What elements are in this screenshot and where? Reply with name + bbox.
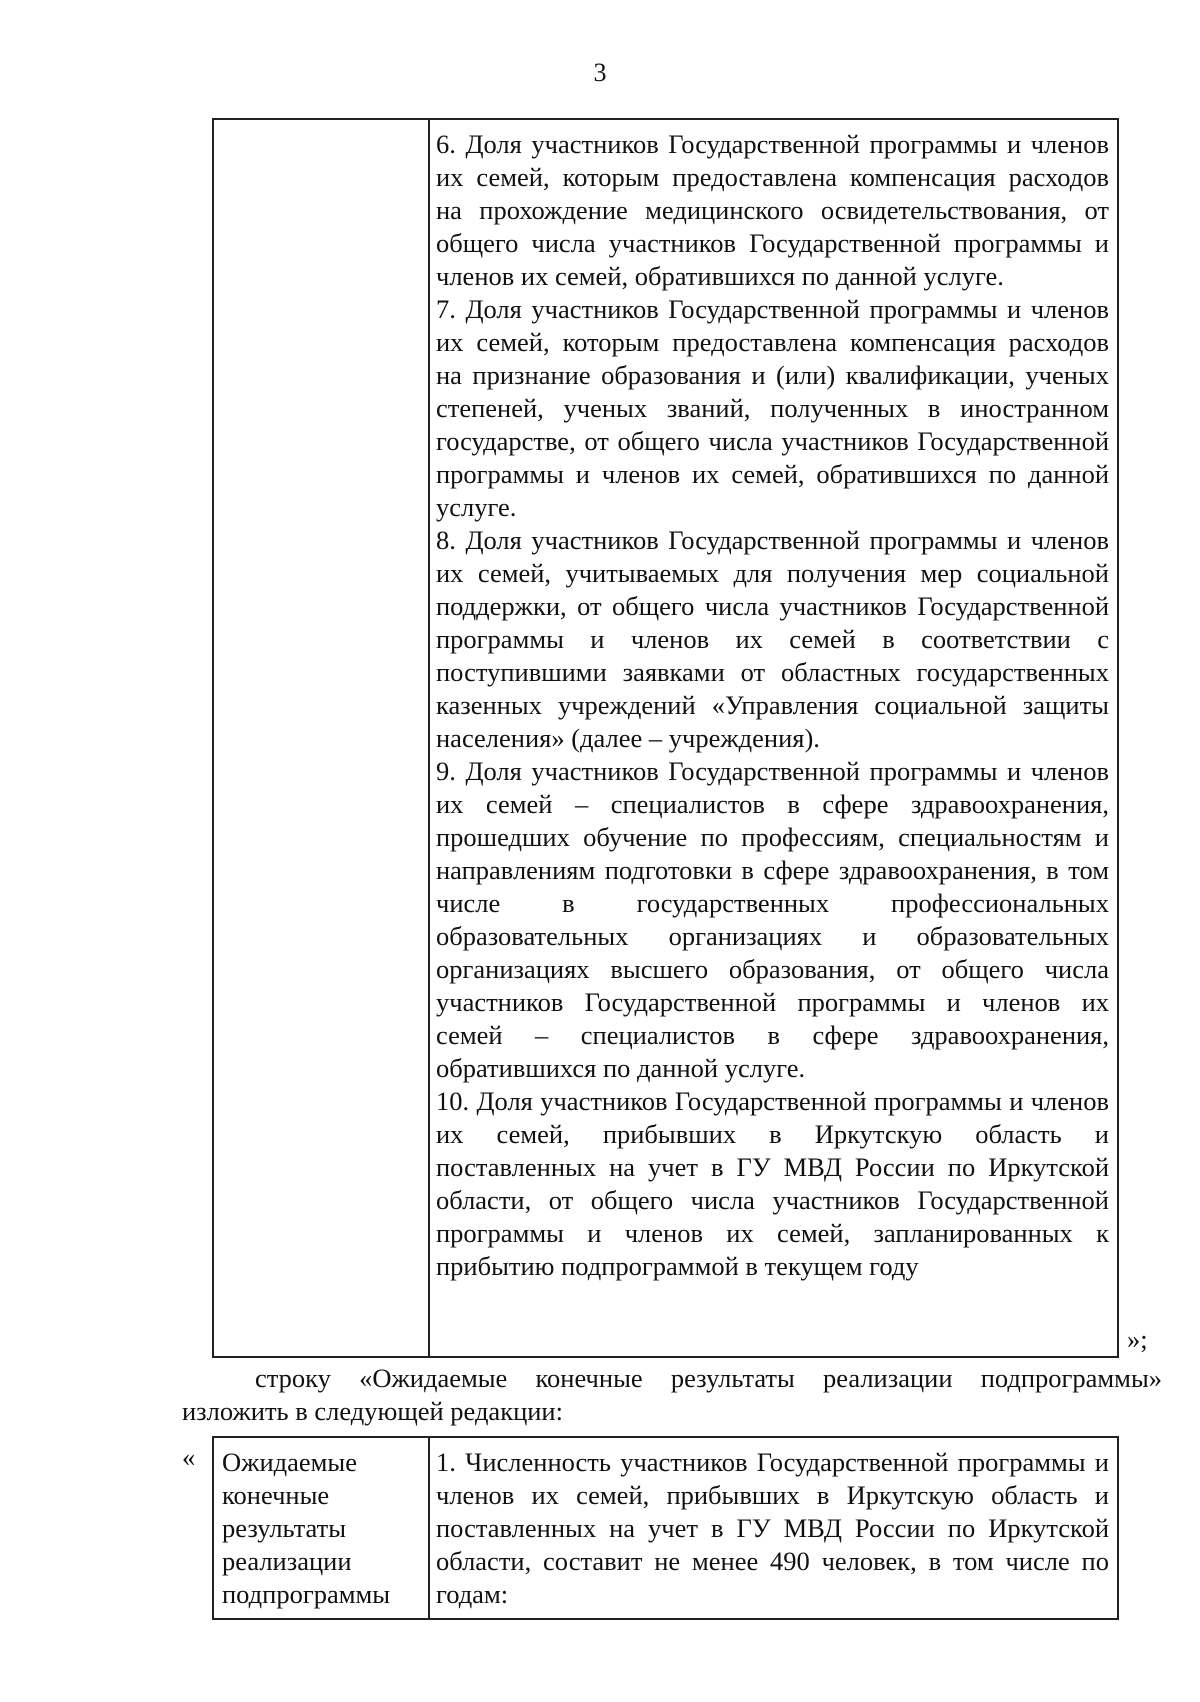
indicators-cell [436, 128, 1109, 1283]
indicator-item-6: 6. Доля участников Государственной программы и членов их семей, которым предоставлена компенсация расходов на прохождение медицинского освидетельствования, от общего числа участников Государственной программы и членов их семей, обратившихся по данной услуге. [436, 129, 1109, 291]
instruction-paragraph-line2: изложить в следующей редакции: [182, 1396, 563, 1426]
indicator-item-7: 7. Доля участников Государственной программы и членов их семей, которым предоставлена компенсация расходов на признание образования и (или) квалификации, ученых степеней, ученых званий, полученных в иностранном государстве, от общего числа участников Государственной программы и членов их семей, обратившихся по данной услуге. [436, 294, 1109, 522]
indicators-table-continuation [212, 118, 1119, 1358]
row-label: Ожидаемые конечные результаты реализации подпрограммы [222, 1447, 391, 1609]
column-divider [428, 120, 430, 1356]
expected-results-table [212, 1436, 1119, 1620]
closing-quote-mark: »; [1127, 1324, 1148, 1354]
row-content [436, 1446, 1109, 1611]
expected-result-item-1: 1. Численность участников Государственной программы и членов их семей, прибывших в Иркутскую область и поставленных на учет в ГУ МВД России по Иркутской области, составит не менее 490 человек, в том числе по годам: [436, 1447, 1109, 1609]
opening-quote-mark: « [182, 1442, 196, 1472]
indicator-item-10: 10. Доля участников Государственной программы и членов их семей, прибывших в Иркутскую область и поставленных на учет в ГУ МВД России по Иркутской области, от общего числа участников Государственной программы и членов их семей, запланированных к прибытию подпрограммой в текущем году [436, 1086, 1109, 1281]
column-divider [428, 1438, 430, 1618]
indicator-item-8: 8. Доля участников Государственной программы и членов их семей, учитываемых для получения мер социальной поддержки, от общего числа участников Государственной программы и членов их семей в соответствии с поступившими заявками от областных государственных казенных учреждений «Управления социальной защиты населения» (далее – учреждения). [436, 525, 1109, 753]
indicator-item-9: 9. Доля участников Государственной программы и членов их семей – специалистов в сфере здравоохранения, прошедших обучение по профессиям, специальностям и направлениям подготовки в сфере здравоохранения, в том числе в государственных профессиональных образовательных организациях и образовательных организациях высшего образования, от общего числа участников Государственной программы и членов их семей – специалистов в сфере здравоохранения, обратившихся по данной услуге. [436, 756, 1109, 1083]
page-number: 3 [593, 58, 607, 87]
instruction-paragraph-line1: строку «Ожидаемые конечные результаты реализации подпрограммы» [255, 1363, 1162, 1393]
